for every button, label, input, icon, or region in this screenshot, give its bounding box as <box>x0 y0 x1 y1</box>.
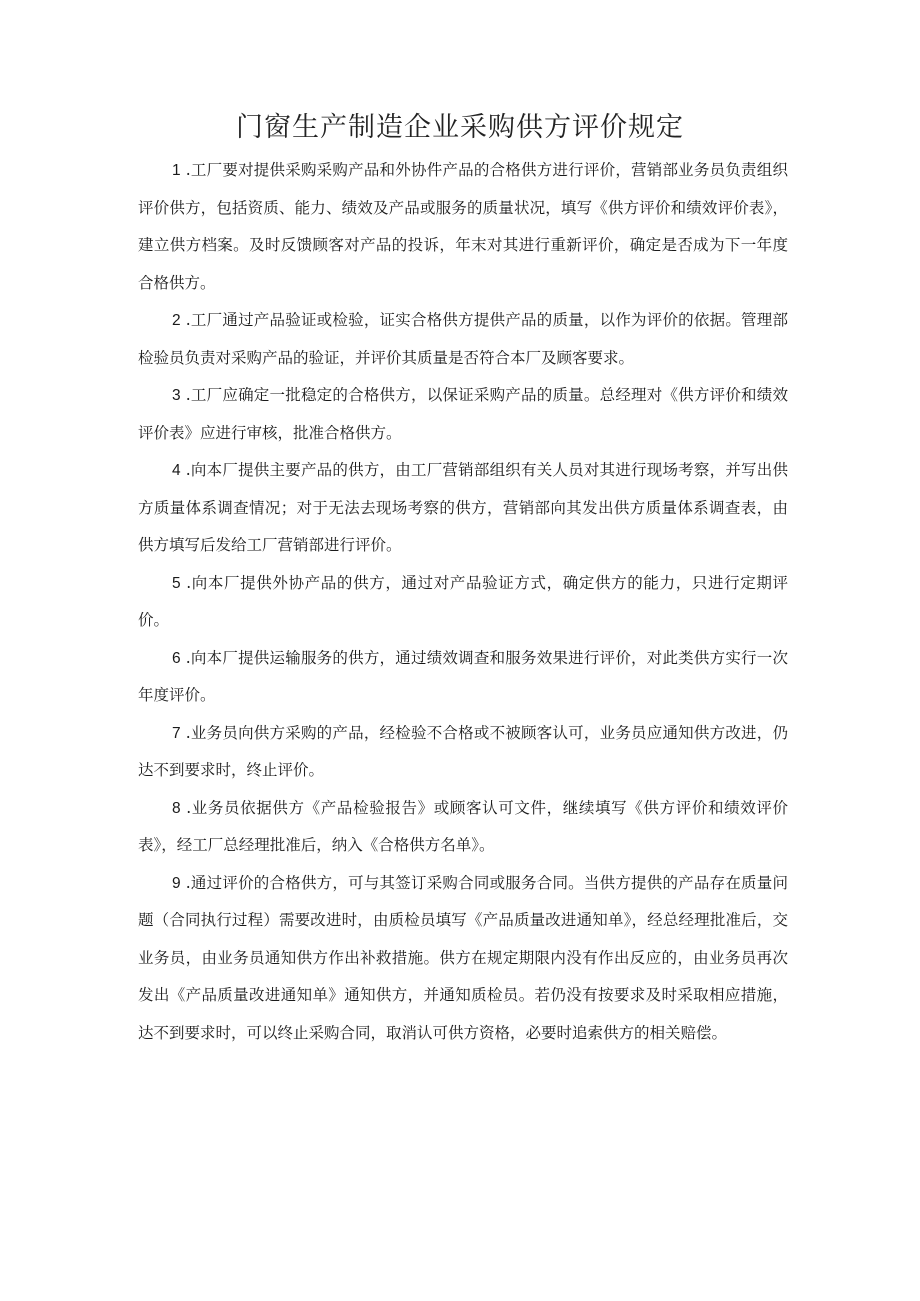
paragraph-number: 6 <box>172 649 181 667</box>
document-title: 门窗生产制造企业采购供方评价规定 <box>236 112 684 143</box>
paragraph-number: 3 <box>172 387 181 404</box>
paragraph-6 <box>138 640 788 715</box>
paragraph-4 <box>138 452 788 565</box>
document-body <box>138 152 788 1052</box>
paragraph-text: .向本厂提供主要产品的供方，由工厂营销部组织有关人员对其进行现场考察，并写出供方质量体系调查情况；对于无法去现场考察的供方，营销部向其发出供方质量体系调查表，由供方填写后发给工厂营销部进行评价。 <box>138 461 788 554</box>
paragraph-number: 4 <box>172 462 181 479</box>
paragraph-text: .向本厂提供运输服务的供方，通过绩效调查和服务效果进行评价，对此类供方实行一次年度评价。 <box>138 648 788 704</box>
paragraph-7 <box>138 715 788 790</box>
paragraph-text: .业务员向供方采购的产品，经检验不合格或不被顾客认可，业务员应通知供方改进，仍达不到要求时，终止评价。 <box>138 723 788 779</box>
paragraph-number: 2 <box>172 312 181 329</box>
paragraph-number: 7 <box>172 724 181 742</box>
paragraph-text: .工厂要对提供采购采购产品和外协件产品的合格供方进行评价，营销部业务员负责组织评价供方，包括资质、能力、绩效及产品或服务的质量状况，填写《供方评价和绩效评价表》，建立供方档案。及时反馈顾客对产品的投诉，年末对其进行重新评价，确定是否成为下一年度合格供方。 <box>138 161 788 292</box>
paragraph-text: .业务员依据供方《产品检验报告》或顾客认可文件，继续填写《供方评价和绩效评价表》，经工厂总经理批准后，纳入《合格供方名单》。 <box>138 798 788 854</box>
paragraph-5 <box>138 565 788 640</box>
paragraph-3 <box>138 377 788 452</box>
paragraph-9 <box>138 865 788 1053</box>
paragraph-number: 5 <box>172 574 181 592</box>
paragraph-number: 9 <box>172 874 181 892</box>
paragraph-text: .工厂应确定一批稳定的合格供方，以保证采购产品的质量。总经理对《供方评价和绩效评价表》应进行审核，批准合格供方。 <box>138 386 788 442</box>
paragraph-number: 8 <box>172 799 181 817</box>
paragraph-number: 1 <box>172 162 181 179</box>
paragraph-8 <box>138 790 788 865</box>
paragraph-text: .通过评价的合格供方，可与其签订采购合同或服务合同。当供方提供的产品存在质量问题（合同执行过程）需要改进时，由质检员填写《产品质量改进通知单》，经总经理批准后，交业务员，由业务员通知供方作出补救措施。供方在规定期限内没有作出反应的，由业务员再次发出《产品质量改进通知单》通知供方，并通知质检员。若仍没有按要求及时采取相应措施，达不到要求时，可以终止采购合同，取消认可供方资格，必要时追索供方的相关赔偿。 <box>138 873 788 1042</box>
paragraph-2 <box>138 302 788 377</box>
paragraph-text: .向本厂提供外协产品的供方，通过对产品验证方式，确定供方的能力，只进行定期评价。 <box>138 573 788 629</box>
paragraph-text: .工厂通过产品验证或检验，证实合格供方提供产品的质量，以作为评价的依据。管理部检验员负责对采购产品的验证，并评价其质量是否符合本厂及顾客要求。 <box>138 311 788 367</box>
paragraph-1 <box>138 152 788 302</box>
